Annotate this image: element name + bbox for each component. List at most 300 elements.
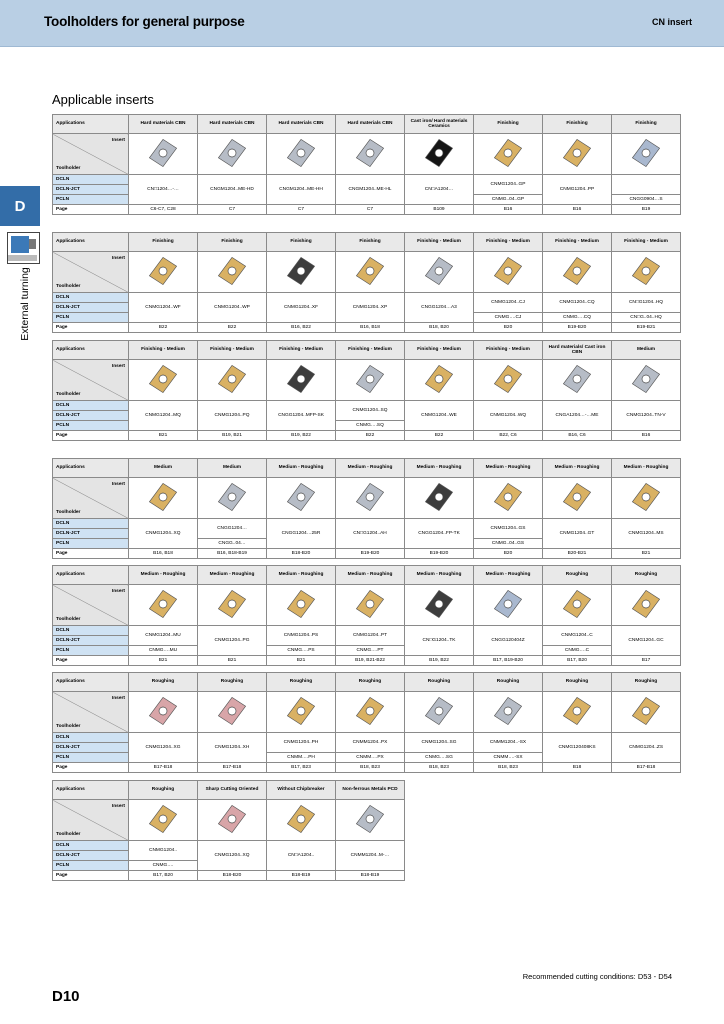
insert-designation: CNMM1204..M-…	[336, 841, 405, 871]
page-ref-cell[interactable]: B20	[474, 323, 543, 333]
insert-image-cell	[129, 134, 198, 175]
insert-image	[285, 363, 317, 395]
dcln-jct-label: DCLN-JCT	[53, 743, 129, 753]
page-ref-cell[interactable]: B21	[129, 656, 198, 666]
page-ref-cell[interactable]: B16, B18-B19	[198, 549, 267, 559]
application-cell: Finishing	[543, 115, 612, 134]
insert-image-cell	[543, 585, 612, 626]
insert-designation: CNGG1204..MFP-SK	[267, 401, 336, 431]
insert-image	[561, 255, 593, 287]
insert-designation-pcln: CNGG..04…	[198, 539, 267, 549]
insert-image-cell	[612, 478, 681, 519]
page-ref-cell[interactable]: B20	[474, 549, 543, 559]
insert-designation: CNMG1204..GT	[543, 519, 612, 549]
insert-image-cell	[129, 692, 198, 733]
insert-image	[423, 137, 455, 169]
insert-table-6	[52, 672, 681, 773]
insert-designation: CNGG1204..FP-TK	[405, 519, 474, 549]
insert-designation: CNMG1204..WP	[198, 293, 267, 323]
insert-designation-dcln: CNMM1204..-SX	[474, 733, 543, 753]
page-ref-cell[interactable]: B20-B21	[543, 549, 612, 559]
insert-image-cell	[405, 252, 474, 293]
insert-designation: CN□G1204..TK	[405, 626, 474, 656]
insert-designation: CNMG1204..GC	[612, 626, 681, 656]
application-cell: Medium - Roughing	[474, 459, 543, 478]
header-section-label: CN insert	[651, 17, 692, 27]
page-label: Page	[53, 431, 129, 441]
application-cell: Medium - Roughing	[336, 566, 405, 585]
dcln-label: DCLN	[53, 841, 129, 851]
insert-image-cell	[267, 134, 336, 175]
application-cell: Finishing - Medium	[474, 341, 543, 360]
pcln-label: PCLN	[53, 646, 129, 656]
insert-designation: CNGM1204..ME-HL	[336, 175, 405, 205]
page-ref-cell[interactable]: B18, B20	[405, 323, 474, 333]
insert-image	[561, 695, 593, 727]
application-cell: Finishing - Medium	[198, 341, 267, 360]
page-ref-cell[interactable]: B18-B19	[267, 871, 336, 881]
application-cell: Finishing	[336, 233, 405, 252]
insert-table-1	[52, 114, 681, 215]
insert-designation: CNGM1204..ME-HH	[267, 175, 336, 205]
page-label: Page	[53, 763, 129, 773]
insert-designation-dcln: CN□G1204..HQ	[612, 293, 681, 313]
page-ref-cell[interactable]: B21	[198, 656, 267, 666]
insert-image-cell	[129, 585, 198, 626]
dcln-jct-label: DCLN-JCT	[53, 851, 129, 861]
page-ref-cell[interactable]: B19-B20	[405, 549, 474, 559]
application-cell: Hard materials CBN	[198, 115, 267, 134]
insert-designation-dcln: CNMG1204..C	[543, 626, 612, 646]
page-ref-cell[interactable]: B16, B18	[336, 323, 405, 333]
insert-image-cell	[198, 360, 267, 401]
insert-image	[216, 481, 248, 513]
page-ref-cell[interactable]: B16, B22	[267, 323, 336, 333]
page-ref-cell[interactable]: C6-C7, C28	[129, 205, 198, 215]
insert-image-cell	[336, 252, 405, 293]
dcln-jct-label: DCLN-JCT	[53, 303, 129, 313]
insert-image-cell	[543, 692, 612, 733]
insert-designation-pcln: CNMG..04..GP	[474, 195, 543, 205]
application-cell: Roughing	[543, 566, 612, 585]
page-ref-cell[interactable]: B16	[474, 205, 543, 215]
page-title: Toolholders for general purpose	[44, 14, 245, 29]
application-cell: Roughing	[129, 781, 198, 800]
insert-designation-pcln: CNMG….MU	[129, 646, 198, 656]
insert-designation-pcln: CNMG….CQ	[543, 313, 612, 323]
page-ref-cell[interactable]: B19, B21	[198, 431, 267, 441]
application-cell: Roughing	[612, 566, 681, 585]
insert-label: Insert	[111, 589, 125, 594]
insert-image-cell	[129, 360, 198, 401]
applications-label: Applications	[53, 673, 129, 692]
insert-toolholder-header	[53, 360, 129, 401]
insert-image-cell	[198, 800, 267, 841]
toolholder-label: Toolholder	[56, 283, 81, 289]
insert-table-3	[52, 340, 681, 441]
page-ref-cell[interactable]: B22	[336, 431, 405, 441]
insert-image	[630, 255, 662, 287]
page-ref-cell[interactable]: B18, B23	[474, 763, 543, 773]
application-cell: Medium - Roughing	[405, 566, 474, 585]
application-cell: Medium	[612, 341, 681, 360]
dcln-jct-label: DCLN-JCT	[53, 636, 129, 646]
application-cell: Finishing - Medium	[405, 341, 474, 360]
header-bar	[0, 0, 724, 47]
page-ref-cell[interactable]: B19, B22	[267, 431, 336, 441]
insert-designation: CNGM1204..ME-HD	[198, 175, 267, 205]
insert-image	[630, 137, 662, 169]
insert-designation: CNGG1204…A3	[405, 293, 474, 323]
insert-image-cell	[336, 585, 405, 626]
applications-label: Applications	[53, 341, 129, 360]
insert-table-4	[52, 458, 681, 559]
insert-designation-pcln: CNMG….C	[543, 646, 612, 656]
insert-image-cell	[336, 800, 405, 841]
insert-designation: CNMG1204..MQ	[129, 401, 198, 431]
insert-image-cell	[129, 800, 198, 841]
application-cell: Finishing	[612, 115, 681, 134]
insert-toolholder-header	[53, 692, 129, 733]
insert-image	[423, 695, 455, 727]
application-cell: Finishing	[198, 233, 267, 252]
insert-image-cell	[474, 585, 543, 626]
page-ref-cell[interactable]: B18-B20	[267, 549, 336, 559]
page-ref-cell[interactable]: B22, C6	[474, 431, 543, 441]
insert-image-cell	[474, 252, 543, 293]
page-ref-cell[interactable]: C7	[336, 205, 405, 215]
insert-designation-pcln: CNMG….PS	[267, 646, 336, 656]
insert-image-cell	[198, 134, 267, 175]
page-ref-cell[interactable]: B16	[612, 431, 681, 441]
application-cell: Hard materials CBN	[267, 115, 336, 134]
application-cell: Non-ferrous Metals PCD	[336, 781, 405, 800]
insert-designation-dcln: CNMG1204..CQ	[543, 293, 612, 313]
insert-image-cell	[543, 134, 612, 175]
page-ref-cell[interactable]: C7	[267, 205, 336, 215]
insert-designation: CNGG1204…25R	[267, 519, 336, 549]
insert-designation-dcln: CNMG1204..PS	[267, 626, 336, 646]
insert-designation: CN□A1204..	[267, 841, 336, 871]
dcln-label: DCLN	[53, 519, 129, 529]
insert-toolholder-header	[53, 478, 129, 519]
section-title: Applicable inserts	[52, 92, 154, 107]
insert-designation: CNMG1204..PP	[543, 175, 612, 205]
insert-designation: CNMG1204..ZS	[612, 733, 681, 763]
application-cell: Finishing - Medium	[543, 233, 612, 252]
pcln-label: PCLN	[53, 861, 129, 871]
insert-image	[216, 803, 248, 835]
insert-image	[630, 695, 662, 727]
insert-image	[216, 695, 248, 727]
insert-image-cell	[474, 360, 543, 401]
insert-label: Insert	[111, 138, 125, 143]
insert-image	[147, 137, 179, 169]
page-ref-cell[interactable]: B18-B19	[336, 871, 405, 881]
insert-designation: CNGA1204…-…ME	[543, 401, 612, 431]
insert-image-cell	[474, 134, 543, 175]
section-tab[interactable]: D	[0, 186, 40, 226]
page-number: D10	[52, 988, 80, 1005]
page-ref-cell[interactable]: B19-B20	[336, 549, 405, 559]
insert-designation-pcln: CNMG..04..GS	[474, 539, 543, 549]
application-cell: Without Chipbreaker	[267, 781, 336, 800]
insert-image-cell	[267, 585, 336, 626]
insert-image	[354, 695, 386, 727]
insert-designation: CNMG1204..XF	[267, 293, 336, 323]
insert-image-cell	[267, 800, 336, 841]
application-cell: Finishing - Medium	[129, 341, 198, 360]
insert-image-cell	[267, 692, 336, 733]
page-ref-cell[interactable]: B17-B18	[129, 763, 198, 773]
page-ref-cell[interactable]: B16	[543, 205, 612, 215]
insert-image	[561, 481, 593, 513]
insert-designation: CNGG120404Z	[474, 626, 543, 656]
insert-designation-dcln: CNMG1204..SQ	[336, 401, 405, 421]
application-cell: Medium - Roughing	[198, 566, 267, 585]
toolholder-label: Toolholder	[56, 616, 81, 622]
page-ref-cell[interactable]: B19-B20	[543, 323, 612, 333]
insert-designation-dcln: CNMM1204..PX	[336, 733, 405, 753]
insert-image	[216, 363, 248, 395]
page-ref-cell[interactable]: B17-B18	[198, 763, 267, 773]
insert-image	[492, 695, 524, 727]
application-cell: Medium - Roughing	[612, 459, 681, 478]
insert-image	[492, 588, 524, 620]
page-ref-cell[interactable]: B109	[405, 205, 474, 215]
insert-table-7	[52, 780, 405, 881]
insert-image	[561, 137, 593, 169]
insert-image-cell	[543, 478, 612, 519]
page-ref-cell[interactable]: B18-B20	[198, 871, 267, 881]
application-cell: Medium	[129, 459, 198, 478]
toolholder-label: Toolholder	[56, 723, 81, 729]
insert-image-cell	[198, 692, 267, 733]
insert-image	[147, 255, 179, 287]
insert-image-cell	[405, 134, 474, 175]
insert-image	[147, 803, 179, 835]
page-ref-cell[interactable]: B17, B20	[543, 656, 612, 666]
insert-designation-pcln: CN□G..04..HQ	[612, 313, 681, 323]
applications-label: Applications	[53, 566, 129, 585]
dcln-label: DCLN	[53, 293, 129, 303]
insert-image	[630, 588, 662, 620]
application-cell: Medium - Roughing	[129, 566, 198, 585]
insert-image	[561, 363, 593, 395]
insert-image-cell	[198, 252, 267, 293]
insert-designation-dcln: CNMG1204..MU	[129, 626, 198, 646]
page-label: Page	[53, 205, 129, 215]
insert-designation: CNMG1204..WE	[405, 401, 474, 431]
insert-designation-pcln: CNMM….PX	[336, 753, 405, 763]
page-ref-cell[interactable]: B21	[612, 549, 681, 559]
application-cell: Medium - Roughing	[543, 459, 612, 478]
application-cell: Roughing	[198, 673, 267, 692]
page-ref-cell[interactable]: B17	[612, 656, 681, 666]
pcln-label: PCLN	[53, 753, 129, 763]
page-ref-cell[interactable]: B17, B19-B20	[474, 656, 543, 666]
page-ref-cell[interactable]: B19-B21	[612, 323, 681, 333]
insert-image-cell	[405, 360, 474, 401]
insert-image-cell	[336, 360, 405, 401]
insert-image-cell	[474, 692, 543, 733]
insert-image-cell	[267, 478, 336, 519]
insert-image-cell	[198, 478, 267, 519]
insert-image-cell	[336, 134, 405, 175]
insert-designation-dcln: CNMG1204..GS	[474, 519, 543, 539]
insert-image	[147, 695, 179, 727]
insert-image-cell	[267, 360, 336, 401]
insert-toolholder-header	[53, 800, 129, 841]
application-cell: Sharp Cutting Oriented	[198, 781, 267, 800]
insert-image	[147, 481, 179, 513]
insert-image-cell	[543, 360, 612, 401]
insert-toolholder-header	[53, 585, 129, 626]
insert-image-cell	[405, 585, 474, 626]
page-ref-cell[interactable]: B16, B18	[129, 549, 198, 559]
insert-image	[354, 588, 386, 620]
page-ref-cell[interactable]: B16, C6	[543, 431, 612, 441]
insert-image	[354, 803, 386, 835]
insert-image-cell	[198, 585, 267, 626]
insert-designation: CNMG1204..XG	[129, 733, 198, 763]
insert-image	[492, 255, 524, 287]
application-cell: Roughing	[405, 673, 474, 692]
insert-image	[354, 255, 386, 287]
page-ref-cell[interactable]: B21	[267, 656, 336, 666]
application-cell: Medium	[198, 459, 267, 478]
dcln-jct-label: DCLN-JCT	[53, 185, 129, 195]
insert-image	[285, 255, 317, 287]
insert-image	[423, 363, 455, 395]
insert-designation-pcln: CNMM….PH	[267, 753, 336, 763]
insert-toolholder-header	[53, 134, 129, 175]
insert-image	[492, 137, 524, 169]
insert-designation: CNMG1204..XH	[198, 733, 267, 763]
insert-designation: CNMG1204..TN-V	[612, 401, 681, 431]
side-label: External turning	[19, 267, 31, 341]
page-ref-cell[interactable]: B18, B23	[336, 763, 405, 773]
application-cell: Medium - Roughing	[267, 566, 336, 585]
dcln-label: DCLN	[53, 401, 129, 411]
application-cell: Roughing	[336, 673, 405, 692]
insert-designation-dcln: CNGG1204…	[198, 519, 267, 539]
insert-label: Insert	[111, 696, 125, 701]
insert-image	[216, 588, 248, 620]
page-label: Page	[53, 656, 129, 666]
insert-designation-pcln: CNMG….PT	[336, 646, 405, 656]
application-cell: Medium - Roughing	[336, 459, 405, 478]
insert-label: Insert	[111, 804, 125, 809]
insert-label: Insert	[111, 256, 125, 261]
toolholder-label: Toolholder	[56, 391, 81, 397]
insert-image-cell	[612, 134, 681, 175]
application-cell: Roughing	[474, 673, 543, 692]
dcln-label: DCLN	[53, 733, 129, 743]
page-ref-cell[interactable]: B22	[405, 431, 474, 441]
insert-image-cell	[474, 478, 543, 519]
insert-designation-pcln: CNMM….-SX	[474, 753, 543, 763]
insert-designation: CNMG1204..PG	[198, 626, 267, 656]
application-cell: Finishing	[129, 233, 198, 252]
insert-designation-dcln: CNMG1204..	[129, 841, 198, 861]
page-ref-cell[interactable]: C7	[198, 205, 267, 215]
pcln-label: PCLN	[53, 313, 129, 323]
page-ref-cell[interactable]: B19, B22	[405, 656, 474, 666]
insert-designation: CNMG1204..PQ	[198, 401, 267, 431]
page-label: Page	[53, 871, 129, 881]
insert-image-cell	[129, 478, 198, 519]
applications-label: Applications	[53, 459, 129, 478]
page-ref-cell[interactable]: B19, B21-B22	[336, 656, 405, 666]
insert-image-cell	[267, 252, 336, 293]
application-cell: Hard materials CBN	[129, 115, 198, 134]
insert-image	[354, 481, 386, 513]
insert-image	[285, 481, 317, 513]
application-cell: Roughing	[267, 673, 336, 692]
page-ref-cell[interactable]: B18	[543, 763, 612, 773]
insert-designation-dcln: CNMG1204..PH	[267, 733, 336, 753]
insert-image	[630, 363, 662, 395]
application-cell: Finishing - Medium	[405, 233, 474, 252]
page-ref-cell[interactable]: B22	[198, 323, 267, 333]
page-ref-cell[interactable]: B22	[129, 323, 198, 333]
insert-image	[147, 363, 179, 395]
dcln-label: DCLN	[53, 626, 129, 636]
page-ref-cell[interactable]: B18, B23	[405, 763, 474, 773]
insert-designation: CNMG1204..MS	[612, 519, 681, 549]
insert-designation-pcln: CNMG….	[129, 861, 198, 871]
insert-table-5	[52, 565, 681, 666]
application-cell: Finishing - Medium	[474, 233, 543, 252]
application-cell: Hard materials/ Cast iron CBN	[543, 341, 612, 360]
insert-designation: CN□A1204…	[405, 175, 474, 205]
insert-image	[423, 255, 455, 287]
application-cell: Finishing	[267, 233, 336, 252]
insert-designation: CNMG1204..WF	[129, 293, 198, 323]
insert-designation: CN□G1204..AH	[336, 519, 405, 549]
insert-designation: CNMG1204..WQ	[474, 401, 543, 431]
dcln-jct-label: DCLN-JCT	[53, 411, 129, 421]
insert-image-cell	[612, 692, 681, 733]
page-ref-cell[interactable]: B17, B20	[129, 871, 198, 881]
insert-image-cell	[405, 478, 474, 519]
pcln-label: PCLN	[53, 539, 129, 549]
insert-image	[630, 481, 662, 513]
insert-image-cell	[129, 252, 198, 293]
insert-image-cell	[336, 478, 405, 519]
insert-designation: CNMG1204..XQ	[198, 841, 267, 871]
pcln-label: PCLN	[53, 421, 129, 431]
application-cell: Medium - Roughing	[474, 566, 543, 585]
footnote: Recommended cutting conditions: D53 - D54	[522, 972, 672, 981]
page-ref-cell[interactable]: B21	[129, 431, 198, 441]
insert-image	[492, 481, 524, 513]
page-ref-cell[interactable]: B17-B18	[612, 763, 681, 773]
insert-designation-pcln: CNMG….CJ	[474, 313, 543, 323]
insert-image	[216, 137, 248, 169]
dcln-label: DCLN	[53, 175, 129, 185]
toolholder-label: Toolholder	[56, 509, 81, 515]
page-ref-cell[interactable]: B17, B23	[267, 763, 336, 773]
insert-image	[423, 481, 455, 513]
insert-designation-pcln: CNMG….SQ	[336, 421, 405, 431]
page-label: Page	[53, 323, 129, 333]
insert-image	[561, 588, 593, 620]
application-cell: Finishing	[474, 115, 543, 134]
page-ref-cell[interactable]: B19	[612, 205, 681, 215]
insert-toolholder-header	[53, 252, 129, 293]
